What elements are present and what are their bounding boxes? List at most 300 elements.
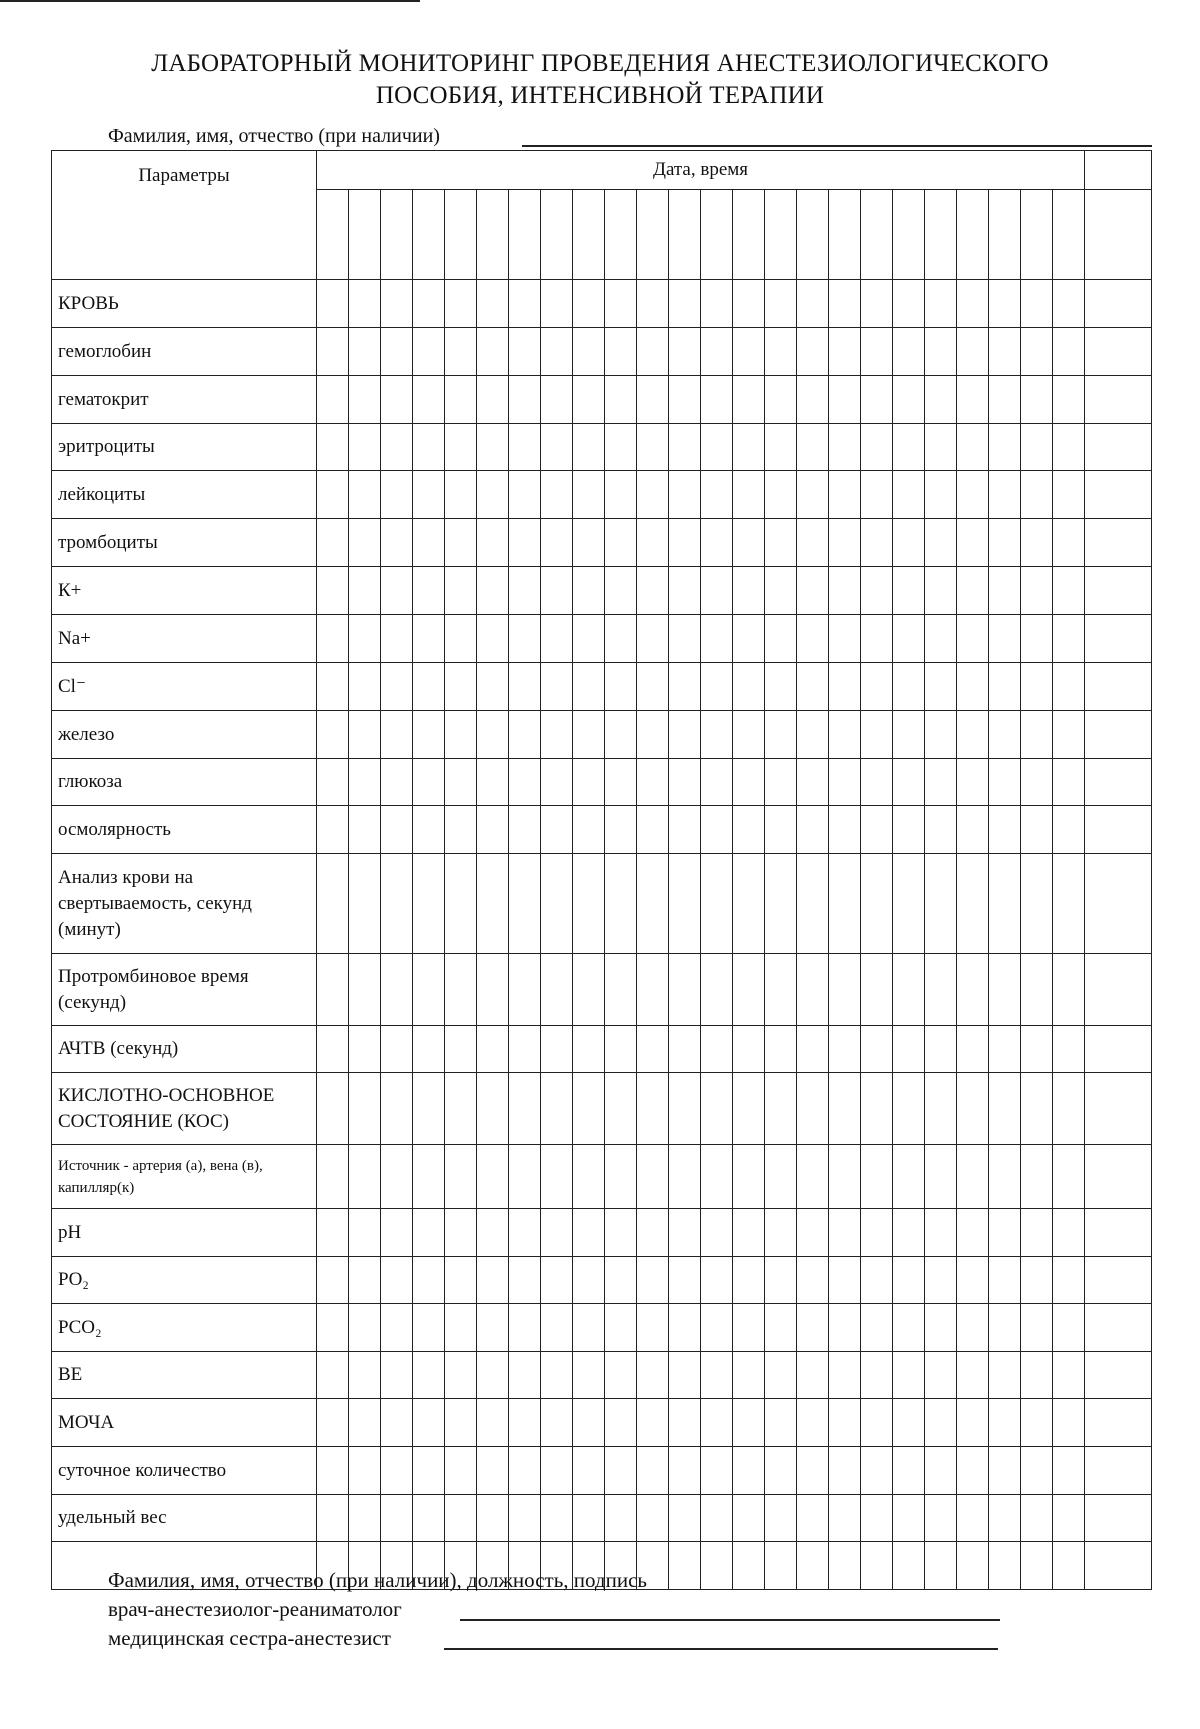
value-cell[interactable] — [381, 471, 413, 519]
value-cell[interactable] — [1085, 663, 1152, 711]
value-cell[interactable] — [509, 711, 541, 759]
value-cell[interactable] — [797, 424, 829, 471]
value-cell[interactable] — [797, 1145, 829, 1209]
value-cell[interactable] — [1053, 1026, 1085, 1073]
value-cell[interactable] — [893, 1145, 925, 1209]
value-cell[interactable] — [317, 424, 349, 471]
value-cell[interactable] — [541, 615, 573, 663]
value-cell[interactable] — [829, 1447, 861, 1495]
value-cell[interactable] — [413, 519, 445, 567]
value-cell[interactable] — [477, 759, 509, 806]
value-cell[interactable] — [797, 954, 829, 1026]
value-cell[interactable] — [381, 328, 413, 376]
value-cell[interactable] — [317, 1257, 349, 1304]
value-cell[interactable] — [957, 1542, 989, 1590]
value-cell[interactable] — [1053, 1352, 1085, 1399]
value-cell[interactable] — [1021, 663, 1053, 711]
value-cell[interactable] — [925, 519, 957, 567]
value-cell[interactable] — [1085, 1145, 1152, 1209]
value-cell[interactable] — [861, 1026, 893, 1073]
value-cell[interactable] — [957, 806, 989, 854]
value-cell[interactable] — [605, 1352, 637, 1399]
value-cell[interactable] — [989, 1352, 1021, 1399]
value-cell[interactable] — [765, 854, 797, 954]
value-cell[interactable] — [605, 376, 637, 424]
value-cell[interactable] — [893, 711, 925, 759]
value-cell[interactable] — [1085, 519, 1152, 567]
datetime-cell[interactable] — [733, 190, 765, 280]
value-cell[interactable] — [1085, 1447, 1152, 1495]
value-cell[interactable] — [509, 280, 541, 328]
value-cell[interactable] — [669, 711, 701, 759]
value-cell[interactable] — [1085, 1257, 1152, 1304]
value-cell[interactable] — [1085, 1073, 1152, 1145]
value-cell[interactable] — [573, 471, 605, 519]
value-cell[interactable] — [381, 1495, 413, 1542]
value-cell[interactable] — [1021, 424, 1053, 471]
value-cell[interactable] — [605, 1026, 637, 1073]
value-cell[interactable] — [765, 1304, 797, 1352]
value-cell[interactable] — [605, 1257, 637, 1304]
value-cell[interactable] — [509, 1447, 541, 1495]
value-cell[interactable] — [989, 328, 1021, 376]
value-cell[interactable] — [573, 376, 605, 424]
value-cell[interactable] — [317, 1352, 349, 1399]
value-cell[interactable] — [541, 424, 573, 471]
value-cell[interactable] — [637, 954, 669, 1026]
value-cell[interactable] — [605, 1304, 637, 1352]
value-cell[interactable] — [701, 1352, 733, 1399]
value-cell[interactable] — [829, 1026, 861, 1073]
value-cell[interactable] — [349, 1209, 381, 1257]
datetime-cell[interactable] — [605, 190, 637, 280]
value-cell[interactable] — [445, 663, 477, 711]
value-cell[interactable] — [765, 1495, 797, 1542]
value-cell[interactable] — [477, 1399, 509, 1447]
value-cell[interactable] — [349, 471, 381, 519]
value-cell[interactable] — [477, 280, 509, 328]
value-cell[interactable] — [605, 759, 637, 806]
value-cell[interactable] — [925, 1542, 957, 1590]
value-cell[interactable] — [733, 1209, 765, 1257]
value-cell[interactable] — [349, 1304, 381, 1352]
value-cell[interactable] — [669, 854, 701, 954]
value-cell[interactable] — [605, 1209, 637, 1257]
value-cell[interactable] — [349, 1257, 381, 1304]
value-cell[interactable] — [861, 854, 893, 954]
value-cell[interactable] — [1085, 759, 1152, 806]
value-cell[interactable] — [509, 1495, 541, 1542]
value-cell[interactable] — [797, 1304, 829, 1352]
value-cell[interactable] — [381, 519, 413, 567]
value-cell[interactable] — [829, 1495, 861, 1542]
value-cell[interactable] — [829, 759, 861, 806]
value-cell[interactable] — [829, 424, 861, 471]
value-cell[interactable] — [797, 1352, 829, 1399]
value-cell[interactable] — [637, 711, 669, 759]
value-cell[interactable] — [669, 1026, 701, 1073]
value-cell[interactable] — [637, 519, 669, 567]
value-cell[interactable] — [957, 1447, 989, 1495]
value-cell[interactable] — [349, 759, 381, 806]
value-cell[interactable] — [349, 1399, 381, 1447]
value-cell[interactable] — [925, 1352, 957, 1399]
value-cell[interactable] — [733, 567, 765, 615]
value-cell[interactable] — [445, 424, 477, 471]
value-cell[interactable] — [349, 519, 381, 567]
value-cell[interactable] — [445, 759, 477, 806]
value-cell[interactable] — [861, 1447, 893, 1495]
value-cell[interactable] — [925, 280, 957, 328]
value-cell[interactable] — [1085, 954, 1152, 1026]
value-cell[interactable] — [797, 1399, 829, 1447]
value-cell[interactable] — [925, 567, 957, 615]
value-cell[interactable] — [541, 1026, 573, 1073]
value-cell[interactable] — [733, 1026, 765, 1073]
value-cell[interactable] — [669, 1447, 701, 1495]
value-cell[interactable] — [637, 328, 669, 376]
datetime-cell[interactable] — [701, 190, 733, 280]
value-cell[interactable] — [701, 663, 733, 711]
value-cell[interactable] — [605, 471, 637, 519]
value-cell[interactable] — [637, 1257, 669, 1304]
value-cell[interactable] — [1021, 1304, 1053, 1352]
value-cell[interactable] — [701, 376, 733, 424]
value-cell[interactable] — [765, 471, 797, 519]
value-cell[interactable] — [1085, 424, 1152, 471]
value-cell[interactable] — [765, 1073, 797, 1145]
value-cell[interactable] — [989, 519, 1021, 567]
value-cell[interactable] — [573, 1073, 605, 1145]
value-cell[interactable] — [989, 615, 1021, 663]
value-cell[interactable] — [413, 954, 445, 1026]
datetime-cell[interactable] — [573, 190, 605, 280]
value-cell[interactable] — [733, 1257, 765, 1304]
value-cell[interactable] — [605, 1145, 637, 1209]
value-cell[interactable] — [701, 567, 733, 615]
value-cell[interactable] — [829, 471, 861, 519]
value-cell[interactable] — [733, 1495, 765, 1542]
value-cell[interactable] — [605, 328, 637, 376]
value-cell[interactable] — [1085, 471, 1152, 519]
value-cell[interactable] — [861, 376, 893, 424]
value-cell[interactable] — [989, 711, 1021, 759]
value-cell[interactable] — [925, 471, 957, 519]
value-cell[interactable] — [573, 328, 605, 376]
value-cell[interactable] — [573, 759, 605, 806]
value-cell[interactable] — [413, 1304, 445, 1352]
value-cell[interactable] — [925, 1145, 957, 1209]
value-cell[interactable] — [925, 806, 957, 854]
value-cell[interactable] — [925, 424, 957, 471]
value-cell[interactable] — [445, 1209, 477, 1257]
value-cell[interactable] — [1053, 663, 1085, 711]
value-cell[interactable] — [445, 1145, 477, 1209]
value-cell[interactable] — [573, 954, 605, 1026]
value-cell[interactable] — [1053, 328, 1085, 376]
value-cell[interactable] — [1021, 1073, 1053, 1145]
value-cell[interactable] — [797, 1209, 829, 1257]
value-cell[interactable] — [893, 663, 925, 711]
value-cell[interactable] — [573, 1399, 605, 1447]
value-cell[interactable] — [829, 1352, 861, 1399]
value-cell[interactable] — [637, 759, 669, 806]
value-cell[interactable] — [1053, 711, 1085, 759]
value-cell[interactable] — [317, 471, 349, 519]
value-cell[interactable] — [605, 519, 637, 567]
value-cell[interactable] — [861, 954, 893, 1026]
value-cell[interactable] — [829, 328, 861, 376]
value-cell[interactable] — [1053, 1447, 1085, 1495]
value-cell[interactable] — [861, 1073, 893, 1145]
value-cell[interactable] — [669, 759, 701, 806]
datetime-cell[interactable] — [637, 190, 669, 280]
value-cell[interactable] — [317, 854, 349, 954]
value-cell[interactable] — [445, 954, 477, 1026]
value-cell[interactable] — [477, 1257, 509, 1304]
value-cell[interactable] — [989, 1209, 1021, 1257]
value-cell[interactable] — [893, 854, 925, 954]
value-cell[interactable] — [797, 615, 829, 663]
value-cell[interactable] — [445, 1073, 477, 1145]
value-cell[interactable] — [669, 806, 701, 854]
value-cell[interactable] — [669, 1495, 701, 1542]
value-cell[interactable] — [573, 1145, 605, 1209]
value-cell[interactable] — [701, 711, 733, 759]
value-cell[interactable] — [605, 280, 637, 328]
value-cell[interactable] — [893, 615, 925, 663]
value-cell[interactable] — [1021, 567, 1053, 615]
value-cell[interactable] — [445, 806, 477, 854]
value-cell[interactable] — [669, 376, 701, 424]
value-cell[interactable] — [573, 711, 605, 759]
value-cell[interactable] — [989, 806, 1021, 854]
value-cell[interactable] — [381, 954, 413, 1026]
value-cell[interactable] — [541, 854, 573, 954]
value-cell[interactable] — [477, 615, 509, 663]
value-cell[interactable] — [1021, 806, 1053, 854]
value-cell[interactable] — [605, 1447, 637, 1495]
value-cell[interactable] — [733, 806, 765, 854]
value-cell[interactable] — [477, 1352, 509, 1399]
value-cell[interactable] — [637, 567, 669, 615]
datetime-cell[interactable] — [1085, 190, 1152, 280]
value-cell[interactable] — [1053, 471, 1085, 519]
value-cell[interactable] — [349, 954, 381, 1026]
value-cell[interactable] — [861, 1352, 893, 1399]
value-cell[interactable] — [925, 1495, 957, 1542]
value-cell[interactable] — [797, 376, 829, 424]
value-cell[interactable] — [605, 663, 637, 711]
value-cell[interactable] — [573, 519, 605, 567]
value-cell[interactable] — [669, 663, 701, 711]
value-cell[interactable] — [733, 663, 765, 711]
value-cell[interactable] — [925, 711, 957, 759]
value-cell[interactable] — [445, 471, 477, 519]
value-cell[interactable] — [669, 1542, 701, 1590]
value-cell[interactable] — [829, 711, 861, 759]
value-cell[interactable] — [1085, 328, 1152, 376]
value-cell[interactable] — [733, 954, 765, 1026]
value-cell[interactable] — [1085, 711, 1152, 759]
value-cell[interactable] — [669, 471, 701, 519]
value-cell[interactable] — [1085, 376, 1152, 424]
value-cell[interactable] — [1085, 280, 1152, 328]
value-cell[interactable] — [349, 424, 381, 471]
value-cell[interactable] — [541, 1257, 573, 1304]
value-cell[interactable] — [445, 519, 477, 567]
value-cell[interactable] — [573, 663, 605, 711]
value-cell[interactable] — [541, 328, 573, 376]
value-cell[interactable] — [317, 954, 349, 1026]
value-cell[interactable] — [1021, 280, 1053, 328]
value-cell[interactable] — [413, 376, 445, 424]
value-cell[interactable] — [989, 1304, 1021, 1352]
value-cell[interactable] — [957, 711, 989, 759]
value-cell[interactable] — [861, 424, 893, 471]
datetime-cell[interactable] — [989, 190, 1021, 280]
value-cell[interactable] — [701, 1145, 733, 1209]
value-cell[interactable] — [445, 1399, 477, 1447]
value-cell[interactable] — [797, 711, 829, 759]
value-cell[interactable] — [829, 519, 861, 567]
value-cell[interactable] — [765, 759, 797, 806]
value-cell[interactable] — [317, 519, 349, 567]
value-cell[interactable] — [797, 759, 829, 806]
value-cell[interactable] — [957, 854, 989, 954]
value-cell[interactable] — [989, 471, 1021, 519]
value-cell[interactable] — [1053, 615, 1085, 663]
value-cell[interactable] — [637, 806, 669, 854]
datetime-cell[interactable] — [349, 190, 381, 280]
value-cell[interactable] — [317, 1447, 349, 1495]
value-cell[interactable] — [1053, 280, 1085, 328]
value-cell[interactable] — [1085, 615, 1152, 663]
datetime-cell[interactable] — [1021, 190, 1053, 280]
value-cell[interactable] — [349, 328, 381, 376]
value-cell[interactable] — [925, 1399, 957, 1447]
value-cell[interactable] — [733, 424, 765, 471]
value-cell[interactable] — [669, 328, 701, 376]
datetime-cell[interactable] — [925, 190, 957, 280]
value-cell[interactable] — [413, 1447, 445, 1495]
value-cell[interactable] — [797, 280, 829, 328]
value-cell[interactable] — [1021, 471, 1053, 519]
value-cell[interactable] — [1053, 519, 1085, 567]
value-cell[interactable] — [317, 1145, 349, 1209]
value-cell[interactable] — [477, 954, 509, 1026]
value-cell[interactable] — [573, 280, 605, 328]
value-cell[interactable] — [797, 1542, 829, 1590]
value-cell[interactable] — [957, 1257, 989, 1304]
value-cell[interactable] — [445, 280, 477, 328]
value-cell[interactable] — [317, 663, 349, 711]
value-cell[interactable] — [349, 567, 381, 615]
value-cell[interactable] — [637, 1145, 669, 1209]
value-cell[interactable] — [1021, 328, 1053, 376]
value-cell[interactable] — [957, 663, 989, 711]
value-cell[interactable] — [573, 1495, 605, 1542]
value-cell[interactable] — [765, 280, 797, 328]
value-cell[interactable] — [541, 1352, 573, 1399]
value-cell[interactable] — [893, 1026, 925, 1073]
value-cell[interactable] — [1053, 1073, 1085, 1145]
value-cell[interactable] — [925, 854, 957, 954]
value-cell[interactable] — [445, 1447, 477, 1495]
value-cell[interactable] — [1053, 1209, 1085, 1257]
value-cell[interactable] — [925, 1447, 957, 1495]
value-cell[interactable] — [829, 615, 861, 663]
value-cell[interactable] — [317, 759, 349, 806]
value-cell[interactable] — [733, 376, 765, 424]
value-cell[interactable] — [861, 615, 893, 663]
value-cell[interactable] — [925, 1209, 957, 1257]
datetime-cell[interactable] — [541, 190, 573, 280]
datetime-cell[interactable] — [317, 190, 349, 280]
value-cell[interactable] — [1021, 376, 1053, 424]
value-cell[interactable] — [637, 1073, 669, 1145]
value-cell[interactable] — [925, 615, 957, 663]
value-cell[interactable] — [413, 1073, 445, 1145]
value-cell[interactable] — [1053, 1399, 1085, 1447]
value-cell[interactable] — [541, 1447, 573, 1495]
value-cell[interactable] — [829, 1209, 861, 1257]
value-cell[interactable] — [413, 424, 445, 471]
value-cell[interactable] — [861, 1495, 893, 1542]
value-cell[interactable] — [765, 1542, 797, 1590]
value-cell[interactable] — [1021, 1257, 1053, 1304]
value-cell[interactable] — [445, 1352, 477, 1399]
value-cell[interactable] — [445, 376, 477, 424]
value-cell[interactable] — [413, 280, 445, 328]
value-cell[interactable] — [797, 567, 829, 615]
value-cell[interactable] — [573, 1447, 605, 1495]
value-cell[interactable] — [893, 1495, 925, 1542]
value-cell[interactable] — [893, 519, 925, 567]
value-cell[interactable] — [925, 1304, 957, 1352]
value-cell[interactable] — [669, 519, 701, 567]
value-cell[interactable] — [669, 1209, 701, 1257]
value-cell[interactable] — [541, 954, 573, 1026]
value-cell[interactable] — [893, 1073, 925, 1145]
value-cell[interactable] — [509, 1257, 541, 1304]
value-cell[interactable] — [1021, 1026, 1053, 1073]
value-cell[interactable] — [829, 1145, 861, 1209]
value-cell[interactable] — [413, 806, 445, 854]
value-cell[interactable] — [381, 1399, 413, 1447]
value-cell[interactable] — [381, 1073, 413, 1145]
value-cell[interactable] — [413, 663, 445, 711]
value-cell[interactable] — [1053, 424, 1085, 471]
value-cell[interactable] — [669, 280, 701, 328]
value-cell[interactable] — [957, 1352, 989, 1399]
value-cell[interactable] — [477, 663, 509, 711]
value-cell[interactable] — [541, 663, 573, 711]
value-cell[interactable] — [765, 663, 797, 711]
value-cell[interactable] — [1021, 854, 1053, 954]
value-cell[interactable] — [669, 1304, 701, 1352]
value-cell[interactable] — [445, 1495, 477, 1542]
value-cell[interactable] — [637, 376, 669, 424]
value-cell[interactable] — [541, 1073, 573, 1145]
value-cell[interactable] — [733, 759, 765, 806]
value-cell[interactable] — [317, 376, 349, 424]
value-cell[interactable] — [797, 328, 829, 376]
value-cell[interactable] — [573, 854, 605, 954]
value-cell[interactable] — [445, 1026, 477, 1073]
value-cell[interactable] — [989, 1447, 1021, 1495]
value-cell[interactable] — [381, 1209, 413, 1257]
